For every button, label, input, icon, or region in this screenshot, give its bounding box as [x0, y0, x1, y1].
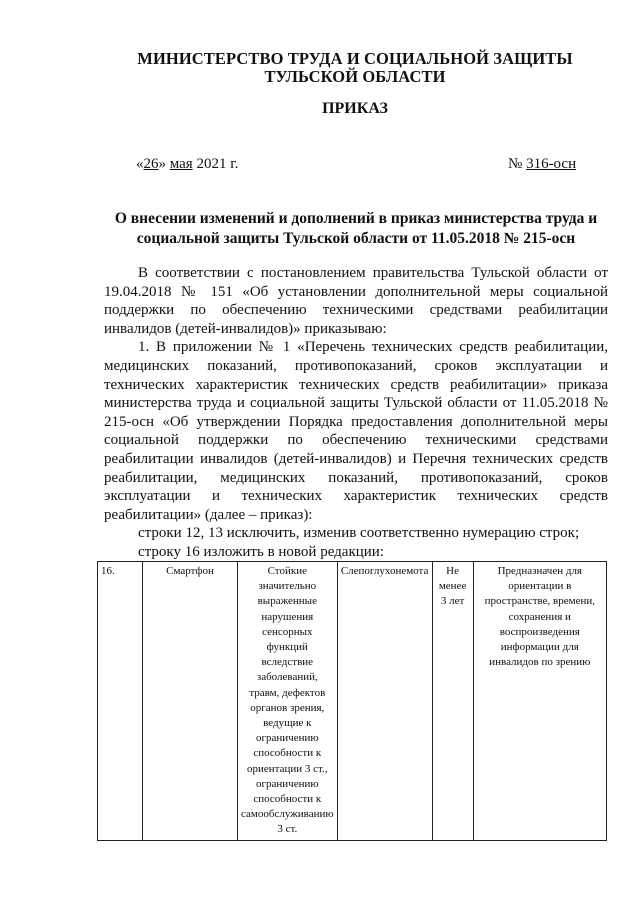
cell-indications: Стойкие значительно выраженные нарушения сенсорных функций вследствие заболеваний, травм, дефектов органов зрения, ведущие к ограничению способности к ориентации 3 ст., ограничению способности к самообслуживанию 3 ст. [238, 562, 338, 841]
document-header [100, 50, 610, 86]
date-open-quote: « [136, 156, 144, 172]
document-subject [102, 209, 610, 249]
number-value: 316-осн [526, 156, 577, 172]
ministry-name-line1: МИНИСТЕРСТВО ТРУДА И СОЦИАЛЬНОЙ ЗАЩИТЫ [137, 49, 573, 68]
document-body [104, 264, 608, 562]
body-paragraph-2: 1. В приложении № 1 «Перечень технических средств реабилитации, медицинских показаний, противопоказаний, сроков эксплуатации и технических характеристик технических средств реабилитации» приказа министерства труда и социальной защиты Тульской области от 11.05.2018 № 215-осн «Об утверждении Порядка предоставления дополнительной меры социальной поддержки по обеспечению техническими средствами реабилитации инвалидов (детей-инвалидов) и Перечня технических средств реабилитации, медицинских показаний, противопоказаний, сроков эксплуатации и технических характеристик технических средств реабилитации» (далее – приказ): [104, 339, 608, 523]
ministry-name-line2: ТУЛЬСКОЙ ОБЛАСТИ [264, 67, 446, 86]
number-prefix: № [508, 156, 523, 172]
cell-term: Не менее 3 лет [432, 562, 473, 841]
date-day: 26 [143, 156, 159, 172]
cell-contraindications: Слепоглухонемота [337, 562, 432, 841]
cell-name: Смартфон [143, 562, 238, 841]
date-close-quote: » [158, 156, 166, 172]
table-row [98, 562, 607, 841]
date-month: мая [169, 156, 193, 172]
body-paragraph-4: строку 16 изложить в новой редакции: [138, 543, 384, 560]
document-date [136, 156, 238, 173]
amendment-table [97, 561, 607, 841]
date-year: 2021 г. [196, 156, 239, 172]
document-type: ПРИКАЗ [322, 100, 388, 117]
body-paragraph-1: В соответствии с постановлением правительства Тульской области от 19.04.2018 № 151 «Об установлении дополнительной меры социальной поддержки по обеспечению техническими средствами реабилитации инвалидов (детей-инвалидов)» приказываю: [104, 265, 608, 337]
subject-line1: О внесении изменений и дополнений в приказ министерства труда и [114, 210, 598, 227]
cell-number: 16. [98, 562, 143, 841]
cell-characteristics: Предназначен для ориентации в пространстве, времени, сохранения и воспроизведения информации для инвалидов по зрению [473, 562, 606, 841]
subject-line2: социальной защиты Тульской области от 11.05.2018 № 215-осн [136, 230, 576, 247]
body-paragraph-3: строки 12, 13 исключить, изменив соответственно нумерацию строк; [138, 525, 580, 542]
document-number [508, 156, 576, 173]
